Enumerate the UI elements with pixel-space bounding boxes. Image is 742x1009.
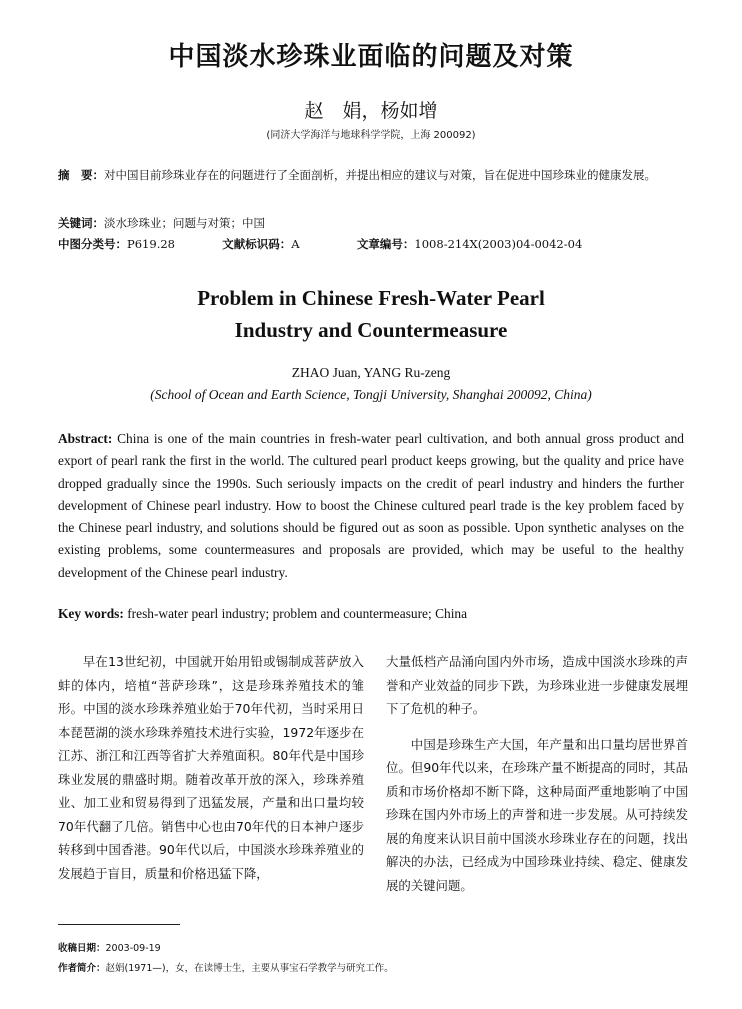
abstract-en bbox=[58, 428, 684, 584]
keywords-en bbox=[58, 606, 684, 622]
body-paragraph: 大量低档产品涌向国内外市场，造成中国淡水珍珠的声誉和产业效益的同步下跌，为珍珠业进一步健康发展埋下了危机的种子。 bbox=[386, 654, 688, 716]
received-label: 收稿日期： bbox=[58, 943, 106, 954]
title-en-line2: Industry and Countermeasure bbox=[234, 318, 508, 342]
authors-cn: 赵 娟，杨如增 bbox=[304, 100, 438, 122]
keywords-cn bbox=[58, 213, 688, 233]
footnote-divider bbox=[58, 924, 180, 925]
doc-code-label: 文献标识码： bbox=[222, 237, 292, 251]
doc-code-value: A bbox=[291, 237, 300, 251]
keywords-en-label: Key words: bbox=[58, 606, 124, 621]
abstract-en-label: Abstract: bbox=[58, 431, 113, 446]
authors-en: ZHAO Juan, YANG Ru-zeng bbox=[291, 365, 451, 380]
classification-line bbox=[58, 234, 688, 254]
affiliation-cn: (同济大学海洋与地球科学学院，上海 200092) bbox=[266, 130, 476, 141]
body-column-right bbox=[386, 650, 688, 897]
body-paragraph: 中国是珍珠生产大国，年产量和出口量均居世界首位。但90年代以来，在珍珠产量不断提高的同时，其品质和市场价格却不断下降，这种局面严重地影响了中国珍珠在国内外市场上的声誉和进一步发展。从可持续发展的角度来认识目前中国淡水珍珠业存在的问题，找出解决的办法，已经成为中国珍珠业持续、稳定、健康发展的关键问题。 bbox=[386, 736, 688, 893]
abstract-cn-text: 对中国目前珍珠业存在的问题进行了全面剖析，并提出相应的建议与对策，旨在促进中国珍珠业的健康发展。 bbox=[104, 168, 656, 182]
footnote-author bbox=[58, 960, 394, 974]
keywords-en-text: fresh-water pearl industry; problem and countermeasure; China bbox=[127, 606, 468, 621]
clc-label: 中图分类号： bbox=[58, 237, 127, 251]
paper-title-en bbox=[0, 282, 742, 346]
abstract-cn-label: 摘 要： bbox=[58, 168, 104, 182]
author-bio-value: 赵娟(1971—)，女，在读博士生，主要从事宝石学教学与研究工作。 bbox=[105, 963, 394, 974]
article-no-label: 文章编号： bbox=[356, 237, 415, 251]
footnote-received bbox=[58, 940, 161, 954]
author-bio-label: 作者简介： bbox=[58, 963, 106, 974]
abstract-en-text: China is one of the main countries in fresh-water pearl cultivation, and both annual gross product and export of pearl rank the first in the world. The cultured pearl product keeps growing, but the quality and price have dropped gradually since the 1990s. Such seriously impacts on the credit of pearl industry and hinders the further development of Chinese pearl industry. How to boost the Chinese cultured pearl trade is the key problem faced by the Chinese pearl industry, and solutions should be figured out as soon as possible. Upon synthetic analyses on the existing problems, some countermeasures and proposals are provided, which may be useful to the healthy development of the Chinese pearl industry. bbox=[58, 431, 684, 580]
clc-value: P619.28 bbox=[127, 237, 175, 251]
keywords-cn-text: 淡水珍珠业；问题与对策；中国 bbox=[104, 216, 265, 230]
paper-title-cn: 中国淡水珍珠业面临的问题及对策 bbox=[168, 42, 574, 72]
affiliation-en: (School of Ocean and Earth Science, Tongji University, Shanghai 200092, China) bbox=[150, 387, 592, 402]
abstract-cn bbox=[58, 165, 688, 185]
keywords-cn-label: 关键词： bbox=[58, 216, 104, 230]
body-paragraph: 早在13世纪初，中国就开始用铅或锡制成菩萨放入蚌的体内，培植“菩萨珍珠”，这是珍珠养殖技术的雏形。中国的淡水珍珠养殖业始于70年代初，当时采用日本琵琶湖的淡水珍珠养殖技术进行实验，1972年逐步在江苏、浙江和江西等省扩大养殖面积。80年代是中国珍珠业发展的鼎盛时期。随着改革开放的深入，珍珠养殖业、加工业和贸易得到了迅猛发展，产量和出口量均较70年代翻了几倍。销售中心也由70年代的日本神户逐步转移到中国香港。90年代以后，中国淡水珍珠养殖业的发展趋于盲目，质量和价格迅猛下降， bbox=[58, 654, 364, 881]
article-no-value: 1008-214X(2003)04-0042-04 bbox=[414, 237, 583, 251]
received-value: 2003-09-19 bbox=[105, 943, 161, 954]
body-column-left bbox=[58, 650, 364, 885]
title-en-line1: Problem in Chinese Fresh-Water Pearl bbox=[197, 286, 545, 310]
